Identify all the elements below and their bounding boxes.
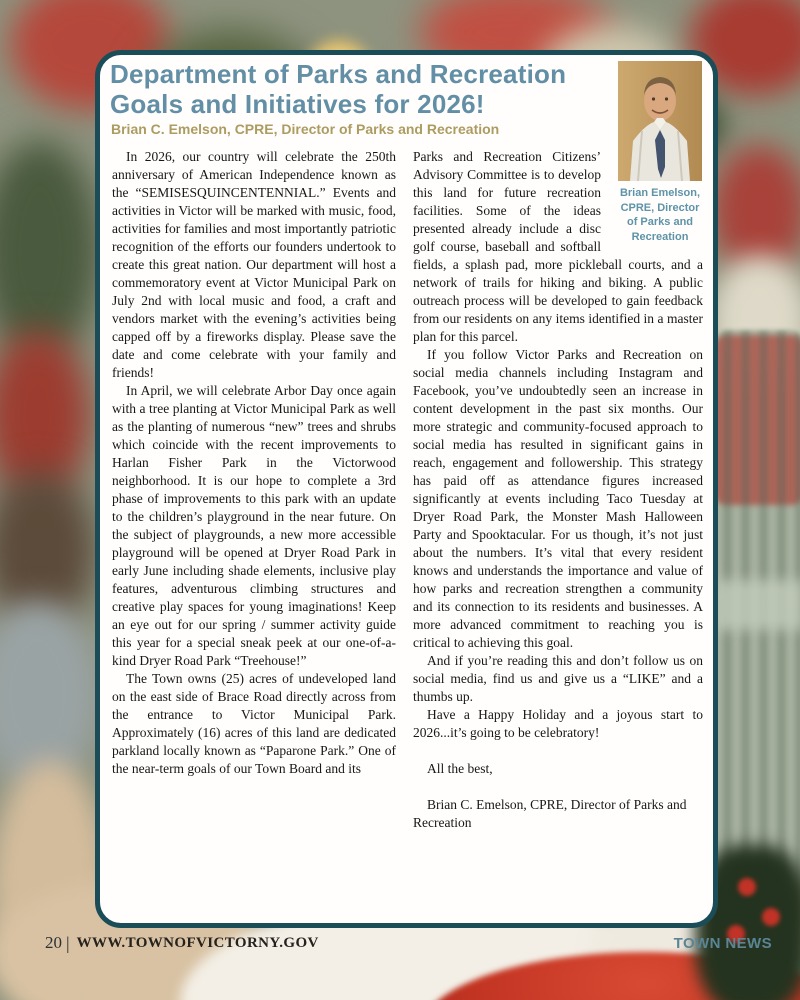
- holly-berry: [762, 908, 780, 926]
- glass-goblet-red-reflection: [714, 335, 800, 505]
- footer-separator: |: [66, 932, 70, 953]
- page-footer: [45, 929, 772, 957]
- body-paragraph: And if you’re reading this and don’t follow us on social media, find us and give us a “LIKE” and a thumbs up.: [413, 653, 703, 704]
- article-title-line2: Goals and Initiatives for 2026!: [110, 89, 485, 119]
- closing-line: All the best,: [427, 761, 493, 776]
- photo-wrap-spacer: [601, 148, 703, 250]
- body-paragraph: In April, we will celebrate Arbor Day once again with a tree planting at Victor Municipal Park as well as the planting of numerous “new” trees and shrubs which coincide with the recent improvements to Harlan Fisher Park in the Victorwood neighborhood. It is our hope to complete a 3rd phase of improvements to this park with an update to the children’s playground in the near future. On the subject of playgrounds, a new more accessible playground will be opened at Dryer Road Park in early June including shade elements, inclusive play features, adventurous climbing structures and creative play spaces for young imaginations! Keep an eye out for our spring / summer activity guide this year for a special sneak peek at our one-of-a-kind Dryer Road Park “Treehouse!”: [112, 383, 396, 668]
- body-paragraph: Have a Happy Holiday and a joyous start to 2026...it’s going to be celebratory!: [413, 707, 703, 740]
- section-label: TOWN NEWS: [673, 934, 772, 952]
- holly-berry: [738, 878, 756, 896]
- page-number: 20: [45, 933, 62, 952]
- article-columns: [112, 148, 703, 915]
- body-paragraph: In 2026, our country will celebrate the 250th anniversary of American Independence known as the “SEMISESQUINCENTENNIAL.” Events and activities in Victor will be marked with music, food, activities for families and most importantly patriotic recognition of the efforts our founders undertook to create this great nation. Our department will host a commemoratory event at Victor Municipal Park on July 2nd with local music and food, a craft and vendors market with the evening’s activities being capped off by a fireworks display. Please save the date and come celebrate with your family and friends!: [112, 149, 396, 380]
- glass-goblet-highlight: [714, 580, 800, 630]
- article-title-line1: Department of Parks and Recreation: [110, 59, 567, 89]
- footer-website-link[interactable]: WWW.TOWNOFVICTORNY.GOV: [76, 934, 319, 951]
- body-paragraph: The Town owns (25) acres of undeveloped land on the east side of Brace Road directly across from the entrance to Victor Municipal Park. Approximately (16) acres of this land are dedicated parkland locally known as “Paparone Park.” One of the near-term goals of our Town Board and its: [112, 671, 396, 776]
- author-photo-caption: Brian Emelson, CPRE, Director of Parks and Recreation: [619, 187, 701, 243]
- article-column-right: [413, 148, 703, 915]
- article-column-left: [112, 148, 396, 915]
- article-title: [110, 59, 615, 119]
- article-card: [95, 50, 718, 928]
- article-byline: Brian C. Emelson, CPRE, Director of Parks and Recreation: [111, 121, 500, 137]
- body-paragraph: Parks and Recreation Citizens’ Advisory Committee is to develop this land for future recreation facilities. Some of the ideas presented already include a disc golf course, baseball and softball fields, a splash pad, more pickleball courts, and a network of trails for hiking and biking. A public outreach process will be developed to gain feedback from our residents on any items identified in a master plan for this parcel.: [413, 149, 703, 344]
- evergreen-blur: [0, 140, 100, 360]
- body-paragraph: If you follow Victor Parks and Recreation on social media channels including Instagram and Facebook, you’ve undoubtedly seen an increase in content development in the past six months. Our more strategic and community-focused approach to social media has resulted in significant gains in reach, engagement and followership. This strategy has paid off as attendance figures increased significantly at events including Taco Tuesday at Dryer Road Park, the Monster Mash Halloween Party and Spooktacular. For us though, it’s not just about the numbers. It’s vital that every resident knows and understands the importance and value of how parks and recreation strengthen a community and its connection to its residents and businesses. A more advanced commitment to reaching you is critical to achieving this goal.: [413, 347, 703, 650]
- signature-line: Brian C. Emelson, CPRE, Director of Parks and Recreation: [413, 797, 687, 830]
